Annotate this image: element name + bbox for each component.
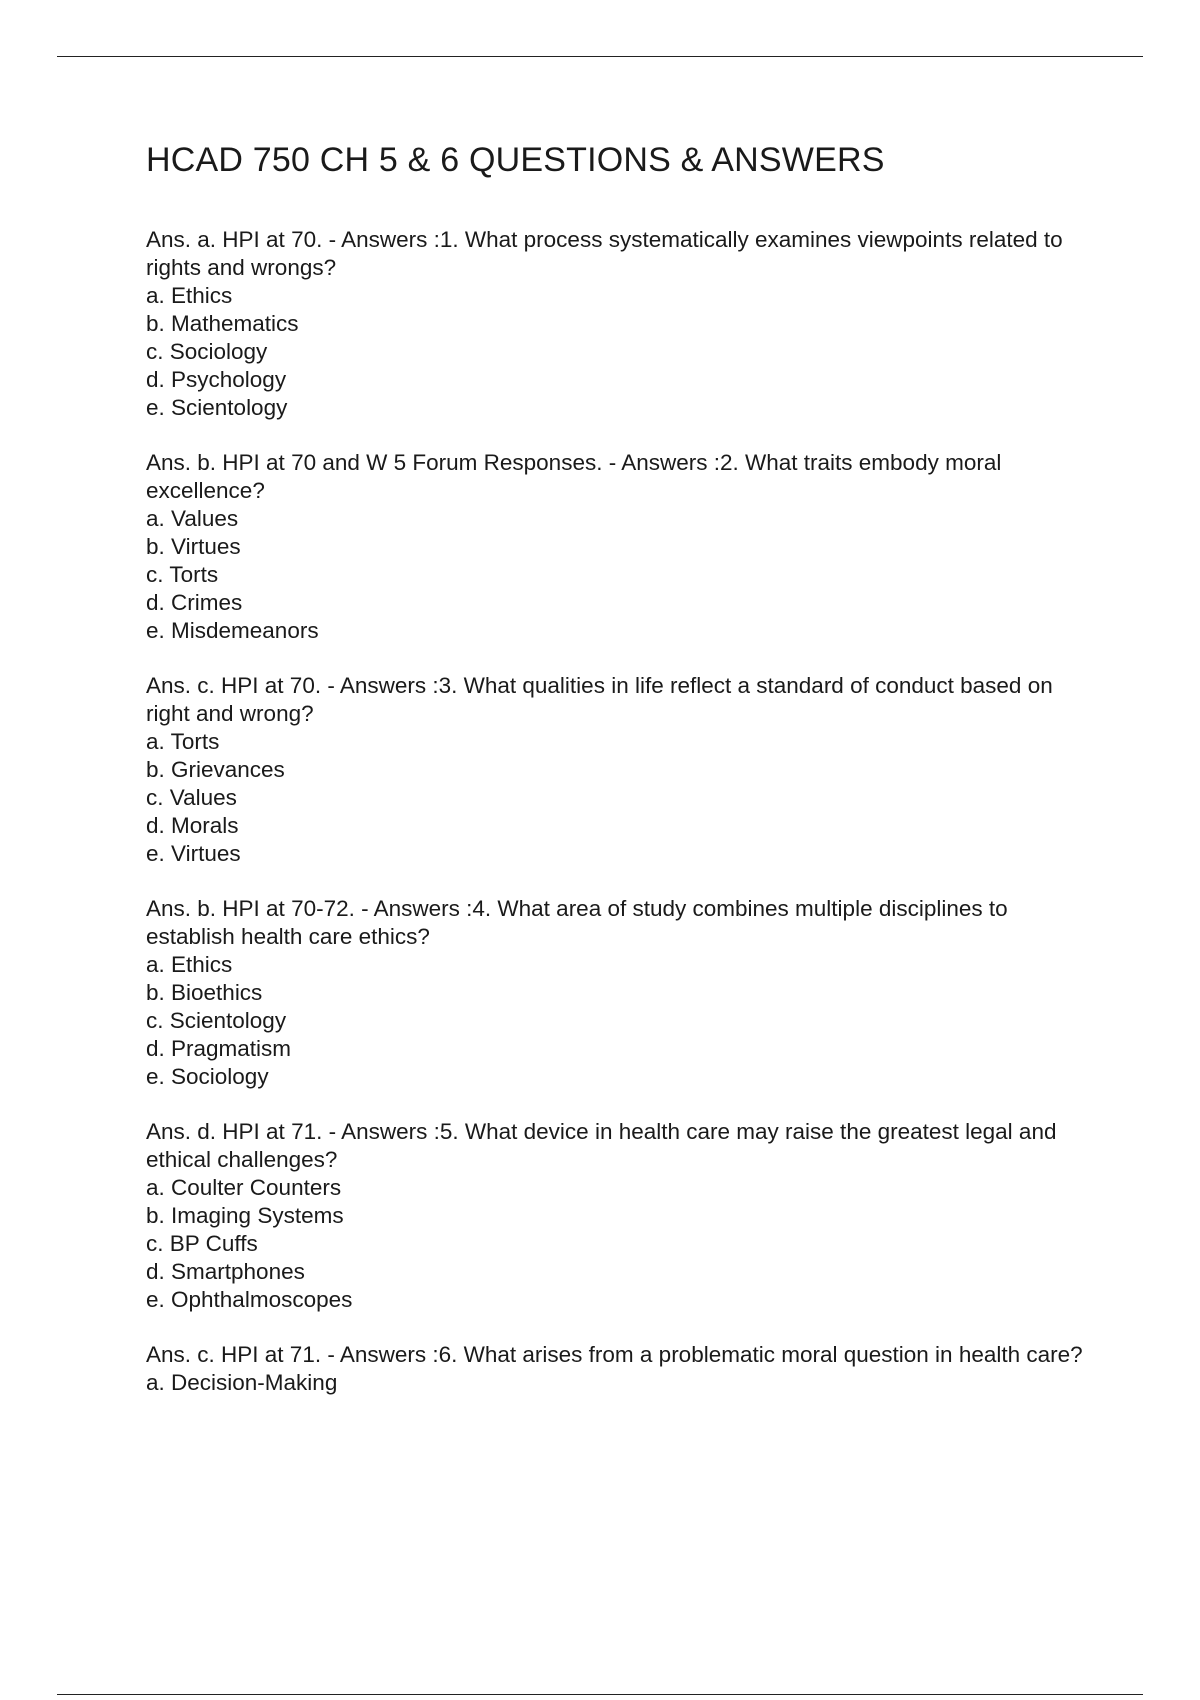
question-text: Ans. b. HPI at 70-72. - Answers :4. What area of study combines multiple disciplines to establish health care ethics?: [146, 896, 1008, 949]
document-body: [146, 140, 1096, 1424]
option-b: b. Imaging Systems: [146, 1203, 344, 1228]
question-text: Ans. c. HPI at 71. - Answers :6. What arises from a problematic moral question in health care?: [146, 1342, 1083, 1367]
option-a: a. Coulter Counters: [146, 1175, 342, 1200]
option-e: e. Sociology: [146, 1064, 269, 1089]
option-a: a. Ethics: [146, 283, 233, 308]
option-e: e. Ophthalmoscopes: [146, 1287, 353, 1312]
option-c: c. Scientology: [146, 1008, 287, 1033]
document-title: HCAD 750 CH 5 & 6 QUESTIONS & ANSWERS: [146, 141, 885, 179]
option-e: e. Virtues: [146, 841, 241, 866]
option-d: d. Smartphones: [146, 1259, 305, 1284]
question-text: Ans. d. HPI at 71. - Answers :5. What device in health care may raise the greatest legal and ethical challenges?: [146, 1119, 1057, 1172]
question-text: Ans. c. HPI at 70. - Answers :3. What qualities in life reflect a standard of conduct based on right and wrong?: [146, 673, 1053, 726]
option-a: a. Torts: [146, 729, 220, 754]
qa-item-6: [146, 1341, 1096, 1397]
option-e: e. Misdemeanors: [146, 618, 319, 643]
option-c: c. Torts: [146, 562, 219, 587]
qa-item-1: [146, 226, 1096, 422]
qa-item-2: [146, 449, 1096, 645]
option-d: d. Morals: [146, 813, 239, 838]
option-c: c. BP Cuffs: [146, 1231, 258, 1256]
qa-item-5: [146, 1118, 1096, 1314]
qa-item-4: [146, 895, 1096, 1091]
top-divider: [57, 56, 1143, 57]
option-c: c. Sociology: [146, 339, 268, 364]
option-c: c. Values: [146, 785, 237, 810]
option-a: a. Values: [146, 506, 239, 531]
option-b: b. Mathematics: [146, 311, 299, 336]
option-b: b. Bioethics: [146, 980, 263, 1005]
option-d: d. Crimes: [146, 590, 243, 615]
option-a: a. Ethics: [146, 952, 233, 977]
option-b: b. Grievances: [146, 757, 285, 782]
option-b: b. Virtues: [146, 534, 241, 559]
question-text: Ans. a. HPI at 70. - Answers :1. What process systematically examines viewpoints related to rights and wrongs?: [146, 227, 1063, 280]
option-e: e. Scientology: [146, 395, 288, 420]
option-d: d. Psychology: [146, 367, 287, 392]
question-text: Ans. b. HPI at 70 and W 5 Forum Responses. - Answers :2. What traits embody moral excellence?: [146, 450, 1002, 503]
option-d: d. Pragmatism: [146, 1036, 292, 1061]
bottom-divider: [57, 1694, 1143, 1695]
option-a: a. Decision-Making: [146, 1370, 338, 1395]
qa-item-3: [146, 672, 1096, 868]
